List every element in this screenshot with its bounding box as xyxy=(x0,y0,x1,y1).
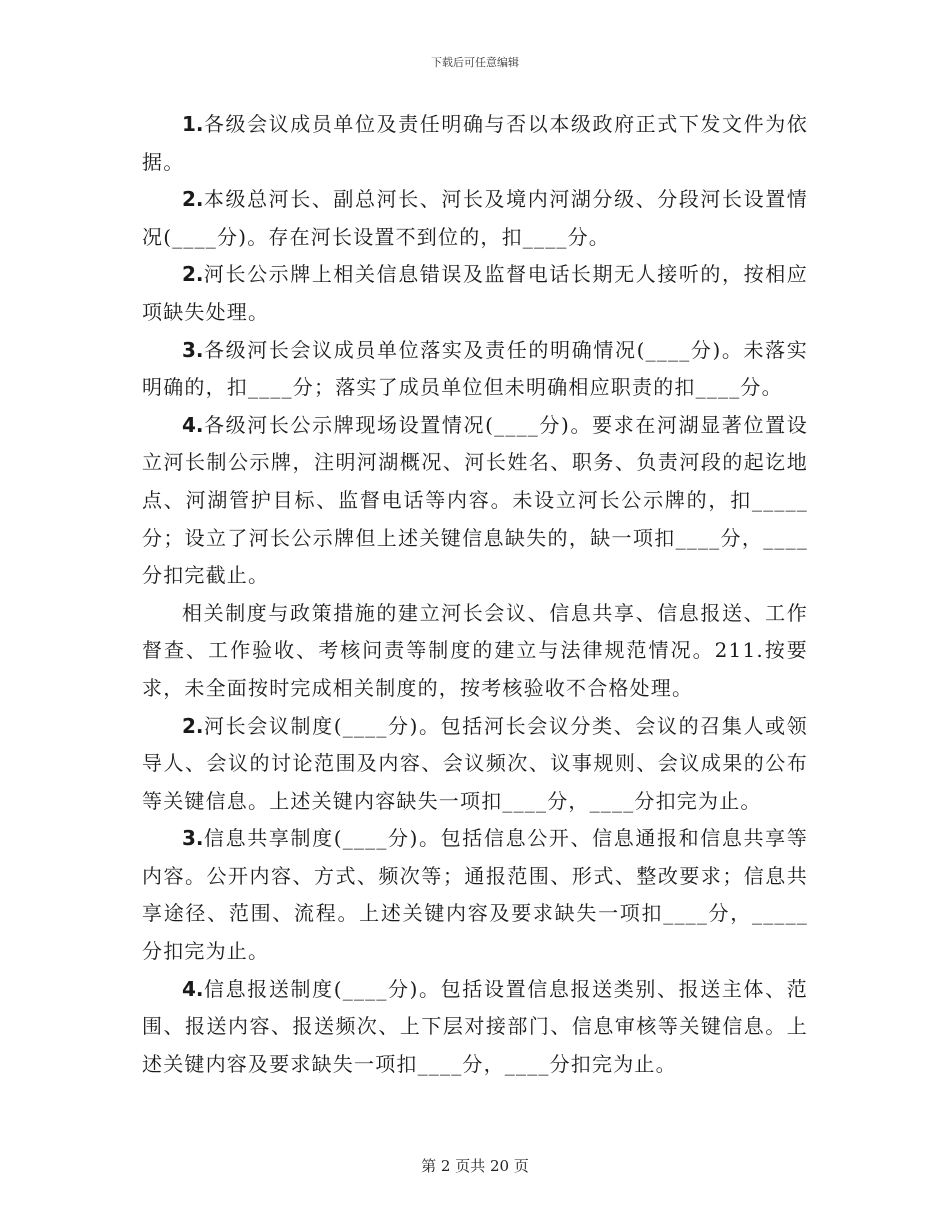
item-number: 4. xyxy=(182,412,204,437)
paragraph-text: 河长会议制度(____分)。包括河长会议分类、会议的召集人或领导人、会议的讨论范围及内容、会议频次、议事规则、会议成果的公布等关键信息。上述关键内容缺失一项扣____分，____分扣完为止。 xyxy=(142,713,808,813)
paragraph-text: 信息共享制度(____分)。包括信息公开、信息通报和信息共享等内容。公开内容、方式、频次等；通报范围、形式、整改要求；信息共享途径、范围、流程。上述关键内容及要求缺失一项扣____分，_____分扣完为止。 xyxy=(142,826,808,964)
item-number: 4. xyxy=(182,976,204,1001)
paragraph-7 xyxy=(142,708,808,821)
paragraph-text: 河长公示牌上相关信息错误及监督电话长期无人接听的，按相应项缺失处理。 xyxy=(142,262,808,324)
paragraph-3 xyxy=(142,256,808,331)
item-number: 3. xyxy=(182,337,204,362)
paragraph-text: 信息报送制度(____分)。包括设置信息报送类别、报送主体、范围、报送内容、报送频次、上下层对接部门、信息审核等关键信息。上述关键内容及要求缺失一项扣____分，____分扣完为止。 xyxy=(142,976,808,1076)
item-number: 3. xyxy=(182,826,204,851)
paragraph-text: 相关制度与政策措施的建立河长会议、信息共享、信息报送、工作督查、工作验收、考核问责等制度的建立与法律规范情况。211.按要求，未全面按时完成相关制度的，按考核验收不合格处理。 xyxy=(142,600,808,700)
paragraph-1 xyxy=(142,106,808,181)
paragraph-text: 本级总河长、副总河长、河长及境内河湖分级、分段河长设置情况(____分)。存在河长设置不到位的，扣____分。 xyxy=(142,187,808,249)
item-number: 1. xyxy=(182,112,204,136)
page-footer: 第 2 页共 20 页 xyxy=(421,1157,529,1175)
item-number: 2. xyxy=(182,262,204,287)
paragraph-8 xyxy=(142,820,808,970)
item-number: 2. xyxy=(182,187,204,212)
paragraph-text: 各级会议成员单位及责任明确与否以本级政府正式下发文件为依据。 xyxy=(142,112,808,174)
paragraph-text: 各级河长公示牌现场设置情况(____分)。要求在河湖显著位置设立河长制公示牌，注明河湖概况、河长姓名、职务、负责河段的起讫地点、河湖管护目标、监督电话等内容。未设立河长公示牌的，扣_____分；设立了河长公示牌但上述关键信息缺失的，缺一项扣____分，____分扣完截止。 xyxy=(142,412,808,588)
item-number: 2. xyxy=(182,713,204,738)
paragraph-6 xyxy=(142,595,808,708)
page-header: 下载后可任意编辑 xyxy=(431,56,519,69)
paragraph-2 xyxy=(142,181,808,256)
paragraph-4 xyxy=(142,332,808,407)
paragraph-text: 各级河长会议成员单位落实及责任的明确情况(____分)。未落实明确的，扣____分；落实了成员单位但未明确相应职责的扣____分。 xyxy=(142,337,808,400)
paragraph-5 xyxy=(142,407,808,595)
paragraph-9 xyxy=(142,971,808,1084)
document-body xyxy=(142,106,808,1083)
